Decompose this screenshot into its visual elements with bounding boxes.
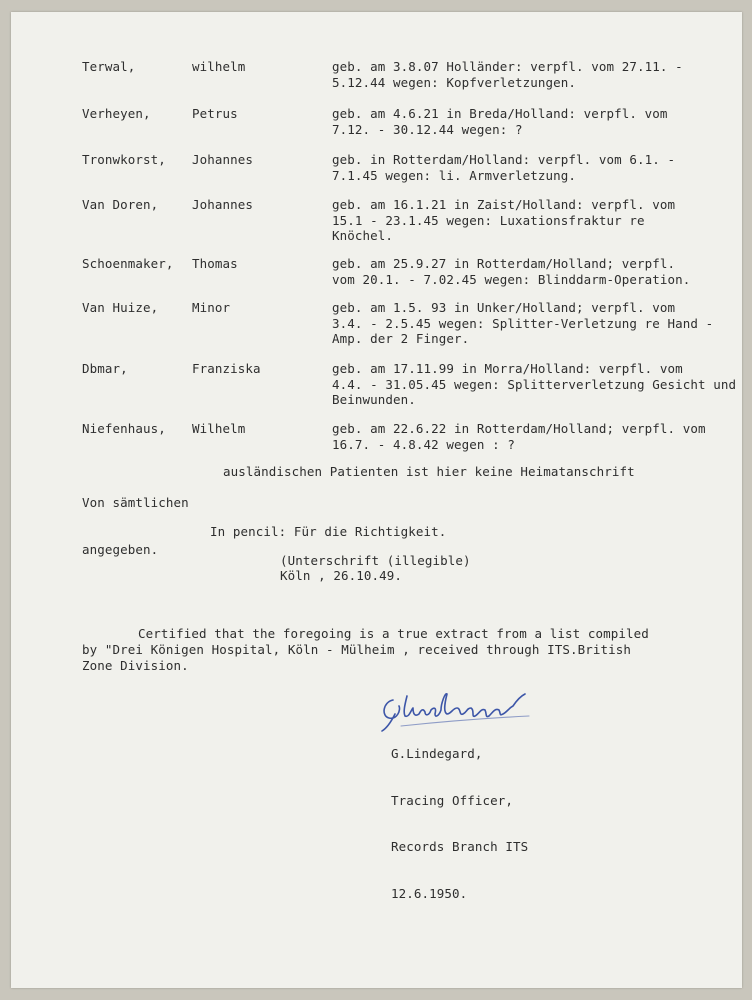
detail-line: 7.1.45 wegen: li. Armverletzung. (332, 167, 577, 183)
note-right-column: ausländischen Patienten ist hier keine Heimatanschrift (223, 464, 635, 479)
patient-given-name: Johannes (192, 197, 254, 212)
certification-line: Zone Division. (82, 658, 189, 673)
detail-line: 3.4. - 2.5.45 wegen: Splitter-Verletzung re Hand - (332, 315, 714, 331)
patient-details (332, 300, 713, 347)
patient-given-name: Minor (192, 300, 231, 315)
place-date: Köln , 26.10.49. (280, 568, 403, 583)
detail-line: 15.1 - 23.1.45 wegen: Luxationsfraktur re (332, 212, 645, 228)
detail-line: Amp. der 2 Finger. (332, 331, 470, 346)
officer-name: G.Lindegard, (391, 746, 483, 761)
certification-line: by "Drei Königen Hospital, Köln - Mülheim , received through ITS.British (82, 642, 632, 657)
patient-given-name: Thomas (192, 256, 238, 271)
officer-title: Tracing Officer, (391, 792, 514, 808)
detail-line: 5.12.44 wegen: Kopfverletzungen. (332, 74, 577, 90)
patient-details (332, 421, 706, 452)
signature-note: (Unterschrift (illegible) (280, 553, 471, 568)
patient-surname: Van Huize, (82, 300, 159, 315)
detail-line: geb. am 22.6.22 in Rotterdam/Holland; verpfl. vom (332, 421, 706, 436)
detail-line: geb. am 25.9.27 in Rotterdam/Holland; verpfl. (332, 256, 676, 271)
detail-line: Beinwunden. (332, 392, 416, 407)
patient-details (332, 59, 683, 90)
note-line: Von sämtlichen (82, 495, 189, 510)
patient-surname: Verheyen, (82, 106, 151, 121)
officer-department: Records Branch ITS (391, 839, 529, 854)
document-page (11, 12, 742, 988)
detail-line: 7.12. - 30.12.44 wegen: ? (332, 121, 523, 137)
patient-given-name: Wilhelm (192, 421, 246, 436)
patient-surname: Schoenmaker, (82, 256, 174, 271)
detail-line: geb. am 4.6.21 in Breda/Holland: verpfl. vom (332, 106, 668, 121)
patient-details (332, 197, 675, 244)
patient-surname: Tronwkorst, (82, 152, 166, 167)
patient-details (332, 361, 736, 408)
detail-line: 16.7. - 4.8.42 wegen : ? (332, 436, 516, 452)
detail-line: Knöchel. (332, 228, 394, 243)
certification-line: Certified that the foregoing is a true extract from a list compiled (138, 626, 649, 641)
patient-surname: Terwal, (82, 59, 136, 74)
officer-date: 12.6.1950. (391, 885, 468, 901)
patient-surname: Van Doren, (82, 197, 159, 212)
patient-given-name: Petrus (192, 106, 238, 121)
patient-given-name: Johannes (192, 152, 254, 167)
note-line: angegeben. (82, 541, 159, 557)
detail-line: vom 20.1. - 7.02.45 wegen: Blinddarm-Operation. (332, 271, 691, 287)
detail-line: geb. am 1.5. 93 in Unker/Holland; verpfl. vom (332, 300, 676, 315)
patient-surname: Dbmar, (82, 361, 128, 376)
detail-line: geb. am 3.8.07 Holländer: verpfl. vom 27.11. - (332, 59, 683, 74)
pencil-notation: In pencil: Für die Richtigkeit. (210, 524, 447, 539)
patient-details (332, 106, 668, 137)
detail-line: geb. in Rotterdam/Holland: verpfl. vom 6.1. - (332, 152, 676, 167)
officer-block (391, 715, 528, 932)
note-left-column (82, 464, 189, 588)
detail-line: 4.4. - 31.05.45 wegen: Splitterverletzung Gesicht und (332, 376, 737, 392)
patient-given-name: wilhelm (192, 59, 246, 74)
patient-surname: Niefenhaus, (82, 421, 166, 436)
patient-given-name: Franziska (192, 361, 261, 376)
detail-line: geb. am 16.1.21 in Zaist/Holland: verpfl. vom (332, 197, 676, 212)
detail-line: geb. am 17.11.99 in Morra/Holland: verpfl. vom (332, 361, 683, 376)
patient-details (332, 152, 675, 183)
patient-details (332, 256, 690, 287)
